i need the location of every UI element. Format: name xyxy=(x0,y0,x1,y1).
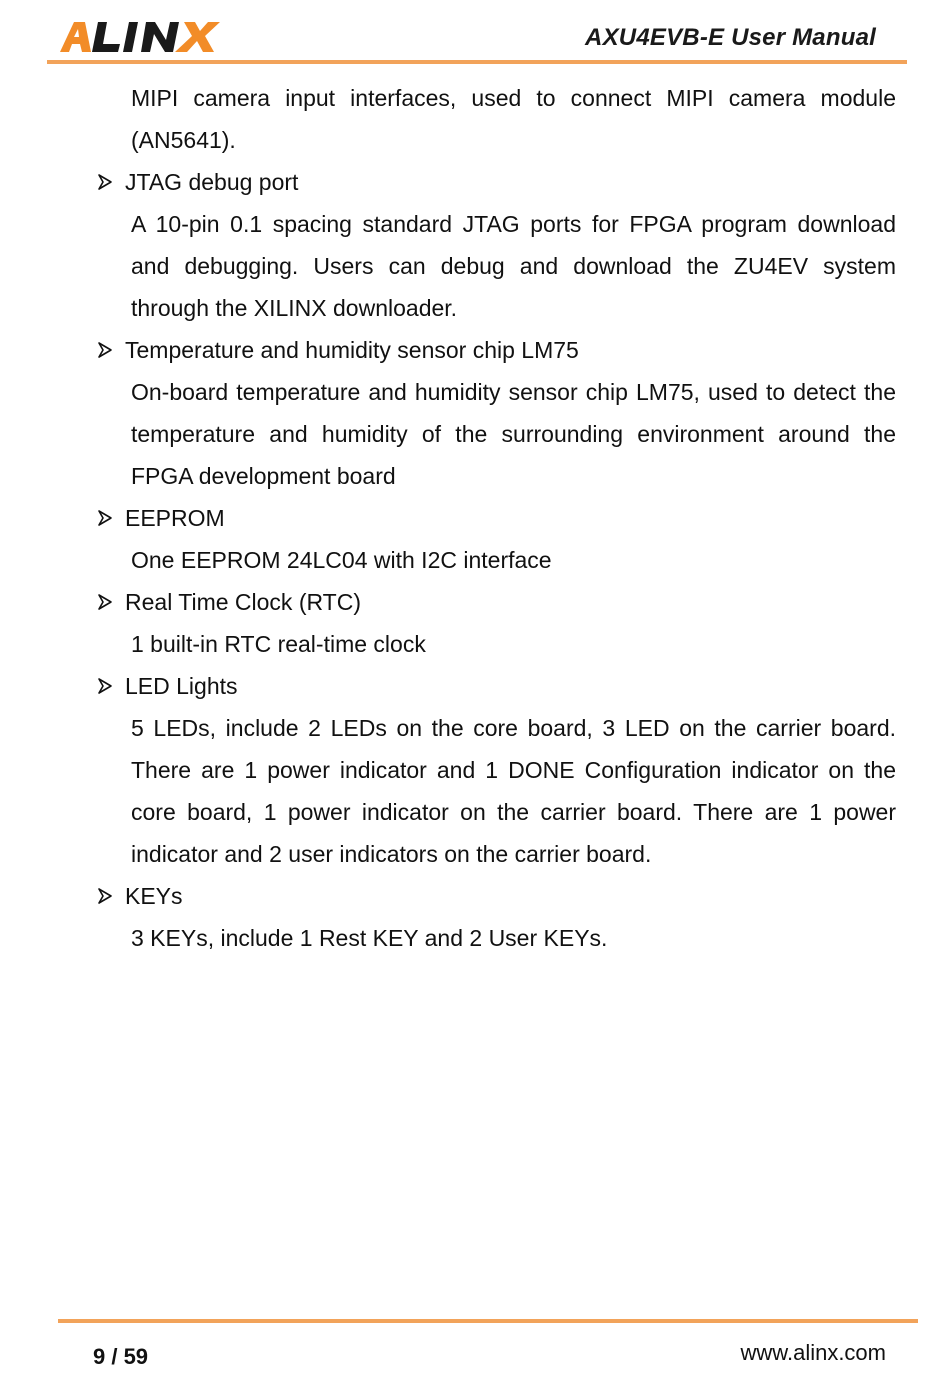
page-content xyxy=(0,77,950,959)
section-heading-text: JTAG debug port xyxy=(125,169,299,195)
section-body-jtag: A 10-pin 0.1 spacing standard JTAG ports for FPGA program download and debugging. Users can debug and download the ZU4EV system through the XILINX downloader. xyxy=(131,211,896,321)
arrow-bullet-icon xyxy=(96,329,125,371)
section-heading-eeprom xyxy=(96,497,896,539)
section-heading-text: LED Lights xyxy=(125,673,238,699)
continued-paragraph: MIPI camera input interfaces, used to connect MIPI camera module (AN5641). xyxy=(131,85,896,153)
header-divider xyxy=(47,60,907,64)
alinx-logo xyxy=(58,16,228,56)
section-heading-jtag xyxy=(96,161,896,203)
section-body-eeprom: One EEPROM 24LC04 with I2C interface xyxy=(131,547,552,573)
section-heading-led xyxy=(96,665,896,707)
footer-divider xyxy=(58,1319,918,1323)
section-heading-keys xyxy=(96,875,896,917)
section-heading-rtc xyxy=(96,581,896,623)
section-body-rtc: 1 built-in RTC real-time clock xyxy=(131,631,426,657)
page-number: 9 / 59 xyxy=(93,1344,149,1369)
section-heading-text: Real Time Clock (RTC) xyxy=(125,589,361,615)
arrow-bullet-icon xyxy=(96,581,125,623)
arrow-bullet-icon xyxy=(96,665,125,707)
section-body-sensor: On-board temperature and humidity sensor chip LM75, used to detect the temperature and humidity of the surrounding environment around the FPGA development board xyxy=(131,379,896,489)
page-header xyxy=(0,0,950,70)
arrow-bullet-icon xyxy=(96,497,125,539)
manual-title: AXU4EVB-E User Manual xyxy=(585,24,876,51)
section-body-led: 5 LEDs, include 2 LEDs on the core board, 3 LED on the carrier board. There are 1 power indicator and 1 DONE Configuration indicator on the core board, 1 power indicator on the carrier board. There are 1 power indicator and 2 user indicators on the carrier board. xyxy=(131,715,896,867)
section-heading-text: EEPROM xyxy=(125,505,225,531)
section-heading-text: Temperature and humidity sensor chip LM75 xyxy=(125,337,579,363)
website-link[interactable]: www.alinx.com xyxy=(740,1340,886,1365)
arrow-bullet-icon xyxy=(96,875,125,917)
section-heading-sensor xyxy=(96,329,896,371)
section-body-keys: 3 KEYs, include 1 Rest KEY and 2 User KEYs. xyxy=(131,925,608,951)
section-heading-text: KEYs xyxy=(125,883,183,909)
arrow-bullet-icon xyxy=(96,161,125,203)
